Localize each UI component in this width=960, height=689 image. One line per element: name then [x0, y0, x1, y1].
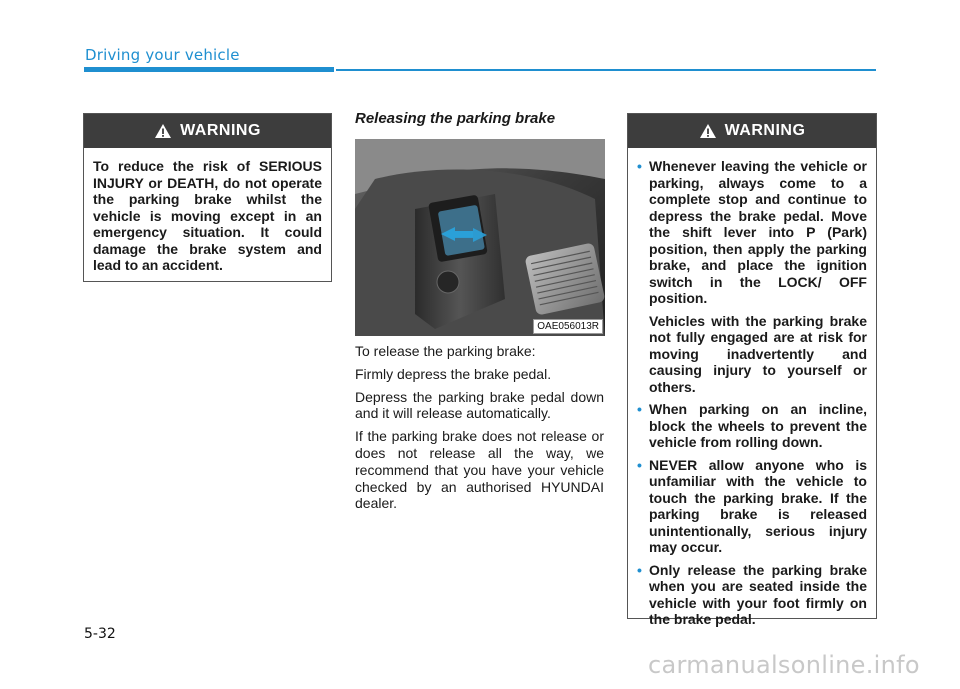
- bullet-icon: •: [637, 456, 642, 473]
- warning-triangle-icon: [699, 123, 717, 139]
- warning-list: [628, 148, 876, 646]
- header-rule-thin: [336, 69, 876, 71]
- bullet-text: When parking on an incline, block the wheels to prevent the vehicle from rolling down.: [649, 401, 867, 450]
- bullet-text: NEVER allow anyone who is unfamiliar with the vehicle to touch the parking brake. If the parking brake is released unintentionally, serious injury may occur.: [649, 456, 867, 555]
- paragraph: To release the parking brake:: [355, 343, 536, 359]
- header-rule-thick: [84, 67, 334, 72]
- section-title: Driving your vehicle: [85, 46, 240, 64]
- paragraph: Depress the parking brake pedal down and it will release automatically.: [355, 388, 604, 422]
- bullet-text: Whenever leaving the vehicle or parking, always come to a complete stop and continue to depress the brake pedal. Move the shift lever into P (Park) position, then apply the parking brake, and place the ignition switch in the LOCK/ OFF position.: [649, 158, 867, 306]
- paragraph: Firmly depress the brake pedal.: [355, 365, 552, 382]
- bullet-icon: •: [637, 561, 642, 578]
- warning-title: WARNING: [724, 122, 806, 139]
- parking-brake-photo: [355, 139, 605, 336]
- subsection-heading: Releasing the parking brake: [355, 110, 556, 127]
- warning-title: WARNING: [180, 122, 261, 139]
- body-text: [355, 343, 604, 518]
- warning-box-right: [627, 113, 877, 627]
- warning-header: [84, 114, 331, 148]
- warning-text: To reduce the risk of SERIOUS INJURY or DEATH, do not operate the parking brake whilst the vehicle is moving except in an emergency situation. It could damage the brake system and lead to an accident.: [93, 158, 322, 273]
- list-item: [637, 401, 867, 451]
- bullet-icon: •: [637, 158, 642, 174]
- image-code: OAE056013R: [533, 319, 603, 334]
- list-item: [637, 562, 867, 628]
- list-item: [637, 158, 867, 395]
- bullet-text: Only release the parking brake when you are seated inside the vehicle with your foot firmly on the brake pedal.: [649, 561, 867, 627]
- bullet-extra-text: Vehicles with the parking brake not fully engaged are at risk for moving inadvertently and causing injury to yourself or others.: [649, 312, 867, 395]
- warning-header: [628, 114, 876, 148]
- paragraph: If the parking brake does not release or does not release all the way, we recommend that you have your vehicle checked by an authorised HYUNDAI dealer.: [355, 428, 604, 512]
- warning-box-left: [83, 113, 332, 282]
- warning-triangle-icon: [154, 123, 172, 139]
- watermark: carmanualsonline.info: [648, 651, 920, 679]
- page-number: 5-32: [84, 626, 116, 642]
- list-item: [637, 457, 867, 556]
- bullet-icon: •: [637, 401, 642, 417]
